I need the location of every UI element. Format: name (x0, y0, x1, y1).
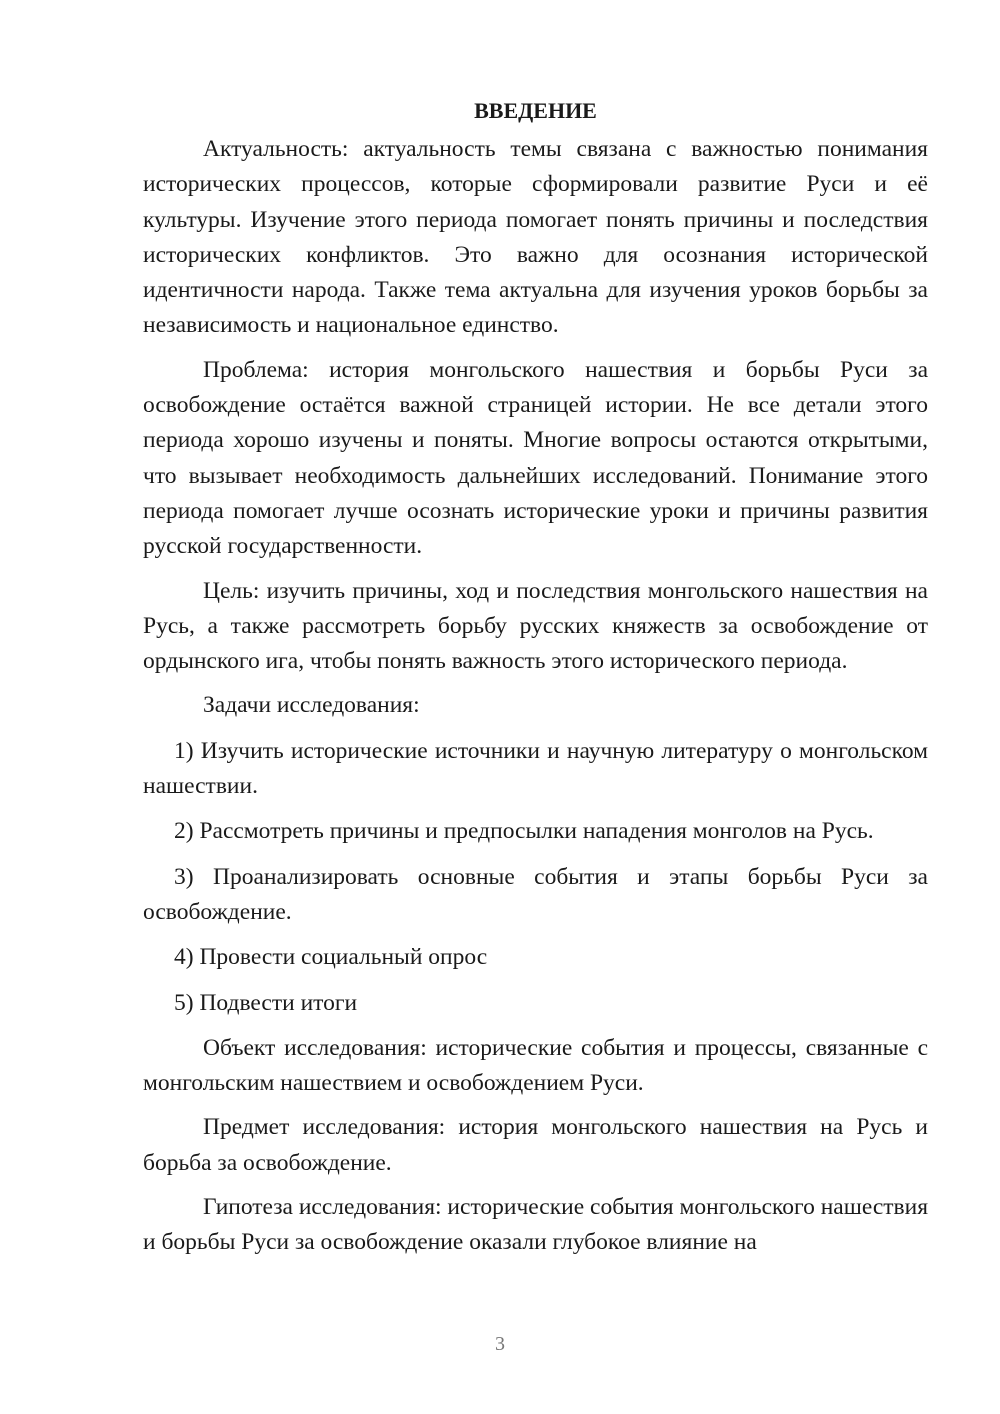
section-title: ВВЕДЕНИЕ (474, 98, 597, 123)
task-item: 3) Проанализировать основные события и этапы борьбы Руси за освобождение. (143, 863, 928, 925)
goal-paragraph: Цель: изучить причины, ход и последствия монгольского нашествия на Русь, а также рассмотреть борьбу русских княжеств за освобождение от ордынского ига, чтобы понять важность этого исторического периода. (143, 577, 928, 675)
page-number: 3 (495, 1333, 505, 1355)
hypothesis-paragraph: Гипотеза исследования: исторические события монгольского нашествия и борьбы Руси за освобождение оказали глубокое влияние на (143, 1194, 929, 1256)
task-item: 4) Провести социальный опрос (174, 944, 488, 971)
task-item: 1) Изучить исторические источники и научную литературу о монгольском нашествии. (143, 737, 928, 800)
task-item: 2) Рассмотреть причины и предпосылки нападения монголов на Русь. (174, 818, 874, 845)
object-paragraph: Объект исследования: исторические события и процессы, связанные с монгольским нашествием и освобождением Руси. (143, 1034, 928, 1097)
problem-paragraph: Проблема: история монгольского нашествия и борьбы Руси за освобождение остаётся важной страницей истории. Не все детали этого периода хорошо изучены и поняты. Многие вопросы остаются открытыми, что вызывает необходимость дальнейших исследований. Понимание этого периода помогает лучше осознать исторические уроки и причины развития русской государственности. (143, 356, 928, 560)
tasks-heading: Задачи исследования: (203, 692, 420, 719)
document-body (143, 93, 928, 1270)
relevance-paragraph: Актуальность: актуальность темы связана с важностью понимания исторических процессов, которые сформировали развитие Руси и её культуры. Изучение этого периода помогает понять причины и последствия исторических конфликтов. Это важно для осознания исторической идентичности народа. Также тема актуальна для изучения уроков борьбы за независимость и национальное единство. (143, 136, 928, 339)
task-item: 5) Подвести итоги (174, 989, 358, 1016)
subject-paragraph: Предмет исследования: история монгольского нашествия на Русь и борьба за освобождение. (143, 1114, 928, 1176)
